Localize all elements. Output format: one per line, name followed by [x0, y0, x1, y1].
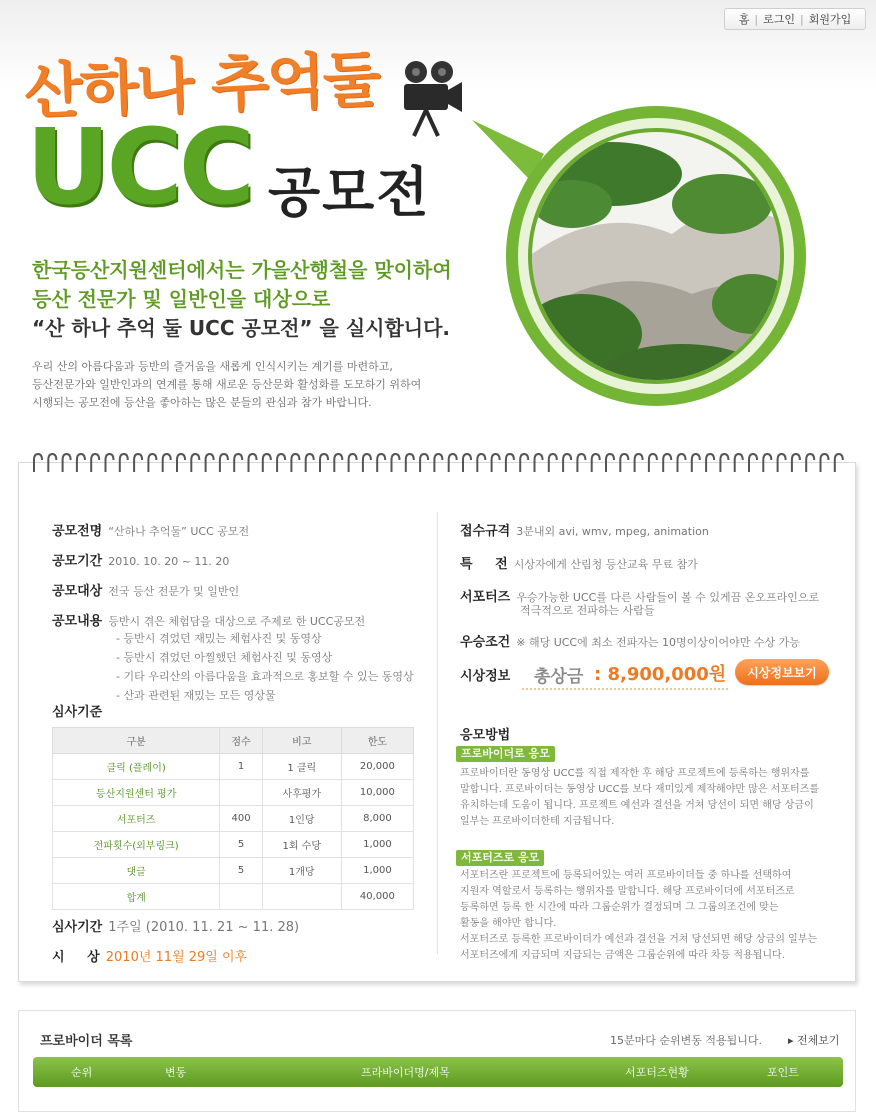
table-row — [53, 832, 414, 858]
paragraph-line: 서포터즈로 등록한 프로바이더가 예선과 결선을 거쳐 당선되면 해당 상금의 일부는 — [460, 934, 818, 945]
spiral-ring — [692, 454, 700, 472]
provider-description — [460, 766, 840, 830]
table-cell: 1 클릭 — [262, 754, 341, 780]
top-navigation — [724, 8, 866, 30]
paragraph-line: 말합니다. 프로바이더는 동영상 UCC를 보다 재미있게 제작해야만 많은 서포터즈를 — [460, 784, 820, 795]
spiral-ring — [334, 454, 342, 472]
table-cell: 클릭 (플레이) — [53, 754, 220, 780]
field-label: 공모대상 — [52, 584, 103, 599]
table-header: 한도 — [341, 728, 413, 754]
field-label: 응모방법 — [460, 728, 511, 743]
spiral-ring — [148, 454, 156, 472]
spiral-ring — [821, 454, 829, 472]
field-label: 서포터즈 — [460, 590, 511, 605]
table-cell: 서포터즈 — [53, 806, 220, 832]
prize-amount: : 8,900,000원 — [594, 664, 727, 685]
table-cell: 1회 수당 — [262, 832, 341, 858]
field-criteria — [52, 701, 102, 720]
table-row — [53, 754, 414, 780]
title-korean: 산하나 추억둘 — [23, 44, 380, 128]
paragraph-line: 등록하면 등록 한 시간에 따라 그룹순위가 결정되며 그 그룹의조건에 맞는 — [460, 902, 779, 913]
table-cell: 사후평가 — [262, 780, 341, 806]
spiral-ring — [392, 454, 400, 472]
table-header-row — [53, 728, 414, 754]
field-spec — [460, 520, 709, 539]
field-value: 우승가능한 UCC를 다른 사람들이 볼 수 있게끔 온오프라인으로 — [516, 591, 820, 604]
criteria-table — [52, 727, 414, 910]
intro-line: 시행되는 공모전에 등산을 좋아하는 많은 분들의 관심과 참가 바랍니다. — [32, 396, 372, 409]
spiral-ring — [48, 454, 56, 472]
table-row — [53, 858, 414, 884]
content-item: - 등반시 겪었던 아찔했던 체험사진 및 동영상 — [116, 651, 333, 664]
title-contest: 공모전 — [268, 161, 431, 224]
spiral-ring — [220, 454, 228, 472]
table-header: 구분 — [53, 728, 220, 754]
spiral-ring — [706, 454, 714, 472]
field-value: 2010. 10. 20 ~ 11. 20 — [108, 555, 230, 568]
join-link[interactable]: 회원가입 — [808, 13, 852, 26]
table-row — [53, 780, 414, 806]
spiral-ring — [492, 454, 500, 472]
field-contest-name — [52, 520, 249, 539]
spiral-ring — [306, 454, 314, 472]
headline-line: “산 하나 추억 둘 UCC 공모전” 을 실시합니다. — [32, 316, 451, 340]
provider-list-header — [33, 1057, 843, 1087]
intro-line: 우리 산의 아름다움과 등반의 즐거움을 새롭게 인식시키는 계기를 마련하고, — [32, 360, 393, 373]
spiral-ring — [63, 454, 71, 472]
spiral-ring — [506, 454, 514, 472]
field-value: ※ 해당 UCC에 최소 전파자는 10명이상이어야만 수상 가능 — [516, 636, 800, 649]
spiral-ring — [249, 454, 257, 472]
spiral-ring — [649, 454, 657, 472]
column-header[interactable]: 프라바이더명/제목 — [361, 1066, 450, 1079]
content-item: - 등반시 겪었던 재밌는 체험사진 및 동영상 — [116, 632, 322, 645]
column-header[interactable]: 포인트 — [767, 1066, 799, 1079]
field-apply-method — [460, 724, 510, 743]
spiral-ring — [720, 454, 728, 472]
provider-apply-tag: 프로바이더로 응모 — [456, 746, 555, 762]
table-cell: 등산지원센터 평가 — [53, 780, 220, 806]
prize-info-button[interactable]: 시상정보보기 — [735, 659, 829, 685]
spiral-ring — [663, 454, 671, 472]
table-cell: 8,000 — [341, 806, 413, 832]
provider-list-note: 15분마다 순위변동 적용됩니다. — [610, 1034, 762, 1047]
field-label: 접수규격 — [460, 524, 511, 539]
field-label: 시 상 — [52, 950, 100, 965]
table-cell: 1개당 — [262, 858, 341, 884]
spiral-ring — [277, 454, 285, 472]
table-cell: 1,000 — [341, 858, 413, 884]
paragraph-line: 지원자 역할로서 등록하는 행위자를 말합니다. 해당 프로바이더에 서포터즈로 — [460, 886, 795, 897]
table-cell: 합계 — [53, 884, 220, 910]
table-cell: 1인당 — [262, 806, 341, 832]
spiral-ring — [563, 454, 571, 472]
field-label: 심사기준 — [52, 705, 103, 720]
spiral-ring — [592, 454, 600, 472]
spiral-ring — [792, 454, 800, 472]
paragraph-line: 프로바이더란 동영상 UCC를 직접 제작한 후 해당 프로젝트에 등록하는 행위자를 — [460, 768, 810, 779]
movie-camera-icon — [400, 58, 464, 138]
column-header[interactable]: 순위 — [71, 1066, 93, 1079]
table-cell: 10,000 — [341, 780, 413, 806]
spiral-ring — [320, 454, 328, 472]
spiral-ring — [420, 454, 428, 472]
field-perk — [460, 553, 698, 572]
nav-separator: | — [800, 12, 804, 26]
table-cell — [262, 884, 341, 910]
spiral-ring — [34, 454, 42, 472]
spiral-ring — [749, 454, 757, 472]
field-value: 시상자에게 산림청 등산교육 무료 참가 — [513, 558, 698, 571]
nav-separator: | — [754, 12, 759, 26]
table-cell: 1 — [220, 754, 262, 780]
field-value: 2010년 11월 29일 이후 — [105, 950, 248, 965]
spiral-ring — [234, 454, 242, 472]
field-value: 전국 등산 전문가 및 일반인 — [108, 585, 240, 598]
table-cell — [220, 884, 262, 910]
table-cell: 댓글 — [53, 858, 220, 884]
column-header[interactable]: 변동 — [165, 1066, 187, 1079]
spiral-ring — [535, 454, 543, 472]
spiral-ring — [191, 454, 199, 472]
spiral-ring — [106, 454, 114, 472]
paragraph-line: 유치하는데 도움이 됩니다. 프로젝트 예선과 결선을 거쳐 당선이 되면 해당 상금이 — [460, 800, 814, 811]
field-target — [52, 580, 239, 599]
field-label: 공모내용 — [52, 614, 103, 629]
paragraph-line: 서포터즈에게 지급되며 지급되는 금액은 그룹순위에 따라 차등 적용됩니다. — [460, 950, 785, 961]
spiral-ring — [363, 454, 371, 472]
spiral-ring — [635, 454, 643, 472]
field-label: 심사기간 — [52, 920, 103, 935]
spiral-ring — [778, 454, 786, 472]
spiral-ring — [577, 454, 585, 472]
column-divider — [437, 512, 438, 954]
spiral-ring — [120, 454, 128, 472]
spiral-ring — [549, 454, 557, 472]
spiral-ring — [434, 454, 442, 472]
column-header[interactable]: 서포터즈현황 — [625, 1066, 689, 1079]
table-row — [53, 884, 414, 910]
spiral-ring — [263, 454, 271, 472]
field-value: 적극적으로 전파하는 사람들 — [520, 604, 655, 617]
table-cell — [220, 780, 262, 806]
table-cell: 전파횟수(외부링크) — [53, 832, 220, 858]
field-review-period — [52, 916, 299, 935]
field-win-condition — [460, 631, 800, 650]
field-value: “산하나 추억둘” UCC 공모전 — [108, 525, 250, 538]
table-cell: 40,000 — [341, 884, 413, 910]
table-cell: 1,000 — [341, 832, 413, 858]
prize-total-label: 총상금 — [534, 667, 584, 687]
headline-line: 한국등산지원센터에서는 가을산행철을 맞이하여 — [32, 258, 452, 282]
spiral-ring — [91, 454, 99, 472]
field-value: 3분내외 avi, wmv, mpeg, animation — [516, 525, 709, 538]
field-label: 공모전명 — [52, 524, 103, 539]
content-item: - 기타 우리산의 아름다움을 효과적으로 홍보할 수 있는 동영상 — [116, 670, 414, 683]
field-label: 우승조건 — [460, 635, 511, 650]
supporter-apply-tag: 서포터즈로 응모 — [456, 850, 544, 866]
field-period — [52, 550, 229, 569]
spiral-rings — [30, 452, 850, 476]
spiral-ring — [291, 454, 299, 472]
supporter-description — [460, 868, 840, 964]
spiral-ring — [406, 454, 414, 472]
table-row — [53, 806, 414, 832]
field-award — [52, 946, 247, 965]
spiral-ring — [835, 454, 843, 472]
spiral-ring — [735, 454, 743, 472]
spiral-ring — [477, 454, 485, 472]
spiral-ring — [206, 454, 214, 472]
table-cell: 5 — [220, 858, 262, 884]
spiral-ring — [520, 454, 528, 472]
spiral-ring — [678, 454, 686, 472]
title-ucc: UCC — [26, 106, 252, 228]
table-header: 점수 — [220, 728, 262, 754]
paragraph-line: 서포터즈란 프로젝트에 등록되어있는 여러 프로바이더들 중 하나를 선택하여 — [460, 870, 792, 881]
spiral-ring — [620, 454, 628, 472]
provider-list-title: 프로바이더 목록 — [40, 1034, 133, 1049]
spiral-ring — [77, 454, 85, 472]
spiral-ring — [463, 454, 471, 472]
field-label: 공모기간 — [52, 554, 103, 569]
content-item: - 산과 관련된 재밌는 모든 영상물 — [116, 689, 276, 702]
spiral-ring — [349, 454, 357, 472]
spiral-ring — [763, 454, 771, 472]
field-prize — [460, 665, 510, 684]
headline-line: 등산 전문가 및 일반인을 대상으로 — [32, 287, 331, 311]
paragraph-line: 활동을 해야만 합니다. — [460, 918, 557, 929]
spiral-ring — [449, 454, 457, 472]
field-label: 특 전 — [460, 557, 508, 572]
home-link[interactable]: 홈 — [738, 13, 750, 26]
view-all-link[interactable]: ▸ 전체보기 — [788, 1034, 840, 1047]
headline — [32, 256, 462, 343]
intro-line: 등산전문가와 일반인과의 연계를 통해 새로운 등산문화 활성화를 도모하기 위하여 — [32, 378, 422, 391]
spiral-ring — [377, 454, 385, 472]
field-value: 1주일 (2010. 11. 21 ~ 11. 28) — [108, 920, 300, 935]
table-cell: 400 — [220, 806, 262, 832]
mountain-photo-frame — [462, 84, 840, 424]
field-value: 등반시 겪은 체험담을 대상으로 주제로 한 UCC공모전 — [108, 615, 366, 628]
spiral-ring — [177, 454, 185, 472]
spiral-ring — [163, 454, 171, 472]
intro-text — [32, 358, 462, 412]
spiral-ring — [806, 454, 814, 472]
paragraph-line: 일부는 프로바이더한테 지급됩니다. — [460, 816, 615, 827]
table-cell: 20,000 — [341, 754, 413, 780]
field-label: 시상정보 — [460, 669, 511, 684]
spiral-ring — [134, 454, 142, 472]
field-content — [52, 610, 365, 629]
spiral-ring — [606, 454, 614, 472]
table-header: 비고 — [262, 728, 341, 754]
table-cell: 5 — [220, 832, 262, 858]
login-link[interactable]: 로그인 — [763, 13, 795, 26]
